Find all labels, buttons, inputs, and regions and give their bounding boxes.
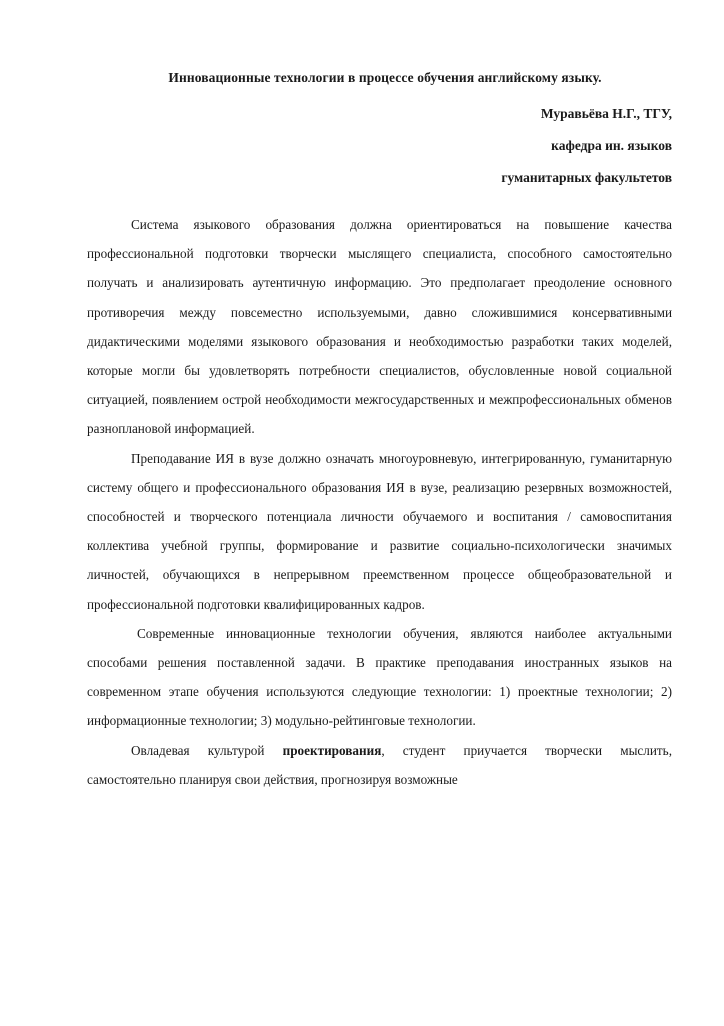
paragraph-1: Система языкового образования должна ориентироваться на повышение качества профессиональной подготовки творчески мыслящего специалиста, способного самостоятельно получать и анализировать аутентичную информацию. Это предполагает преодоление основного противоречия между повсеместно используемыми, давно сложившимися консервативными дидактическими моделями языкового образования и необходимостью разработки таких моделей, которые могли бы удовлетворять потребности специалистов, обусловленные новой социальной ситуацией, появлением острой необходимости межгосударственных и межпрофессиональных обменов разноплановой информацией. bbox=[87, 217, 672, 437]
paragraph-4 bbox=[87, 736, 672, 794]
author-department: кафедра ин. языков bbox=[551, 138, 672, 153]
author-block bbox=[501, 98, 672, 194]
document-title: Инновационные технологии в процессе обучения английскому языку. bbox=[168, 70, 602, 85]
paragraph-4-bold-term: проектирования bbox=[282, 742, 382, 758]
author-faculty: гуманитарных факультетов bbox=[501, 170, 672, 185]
paragraph-2: Преподавание ИЯ в вузе должно означать многоуровневую, интегрированную, гуманитарную систему общего и профессионального образования ИЯ в вузе, реализацию резервных возможностей, способностей и творческого потенциала личности обучаемого и воспитания / самовоспитания коллектива учебной группы, формирование и развитие социально-психологически значимых личностей, обучающихся в непрерывном преемственном процессе общеобразовательной и профессиональной подготовки квалифицированных кадров. bbox=[87, 450, 672, 612]
paragraph-4-rest: , студент приучается творчески мыслить, самостоятельно планируя свои действия, прогнозируя возможные bbox=[87, 742, 672, 787]
paragraph-4-lead: Овладевая культурой bbox=[131, 742, 283, 758]
document-body bbox=[87, 210, 672, 794]
paragraph-3: Современные инновационные технологии обучения, являются наиболее актуальными способами решения поставленной задачи. В практике преподавания иностранных языков на современном этапе обучения используются следующие технологии: 1) проектные технологии; 2) информационные технологии; 3) модульно-рейтинговые технологии. bbox=[87, 625, 672, 729]
author-name: Муравьёва Н.Г., ТГУ, bbox=[540, 106, 672, 121]
